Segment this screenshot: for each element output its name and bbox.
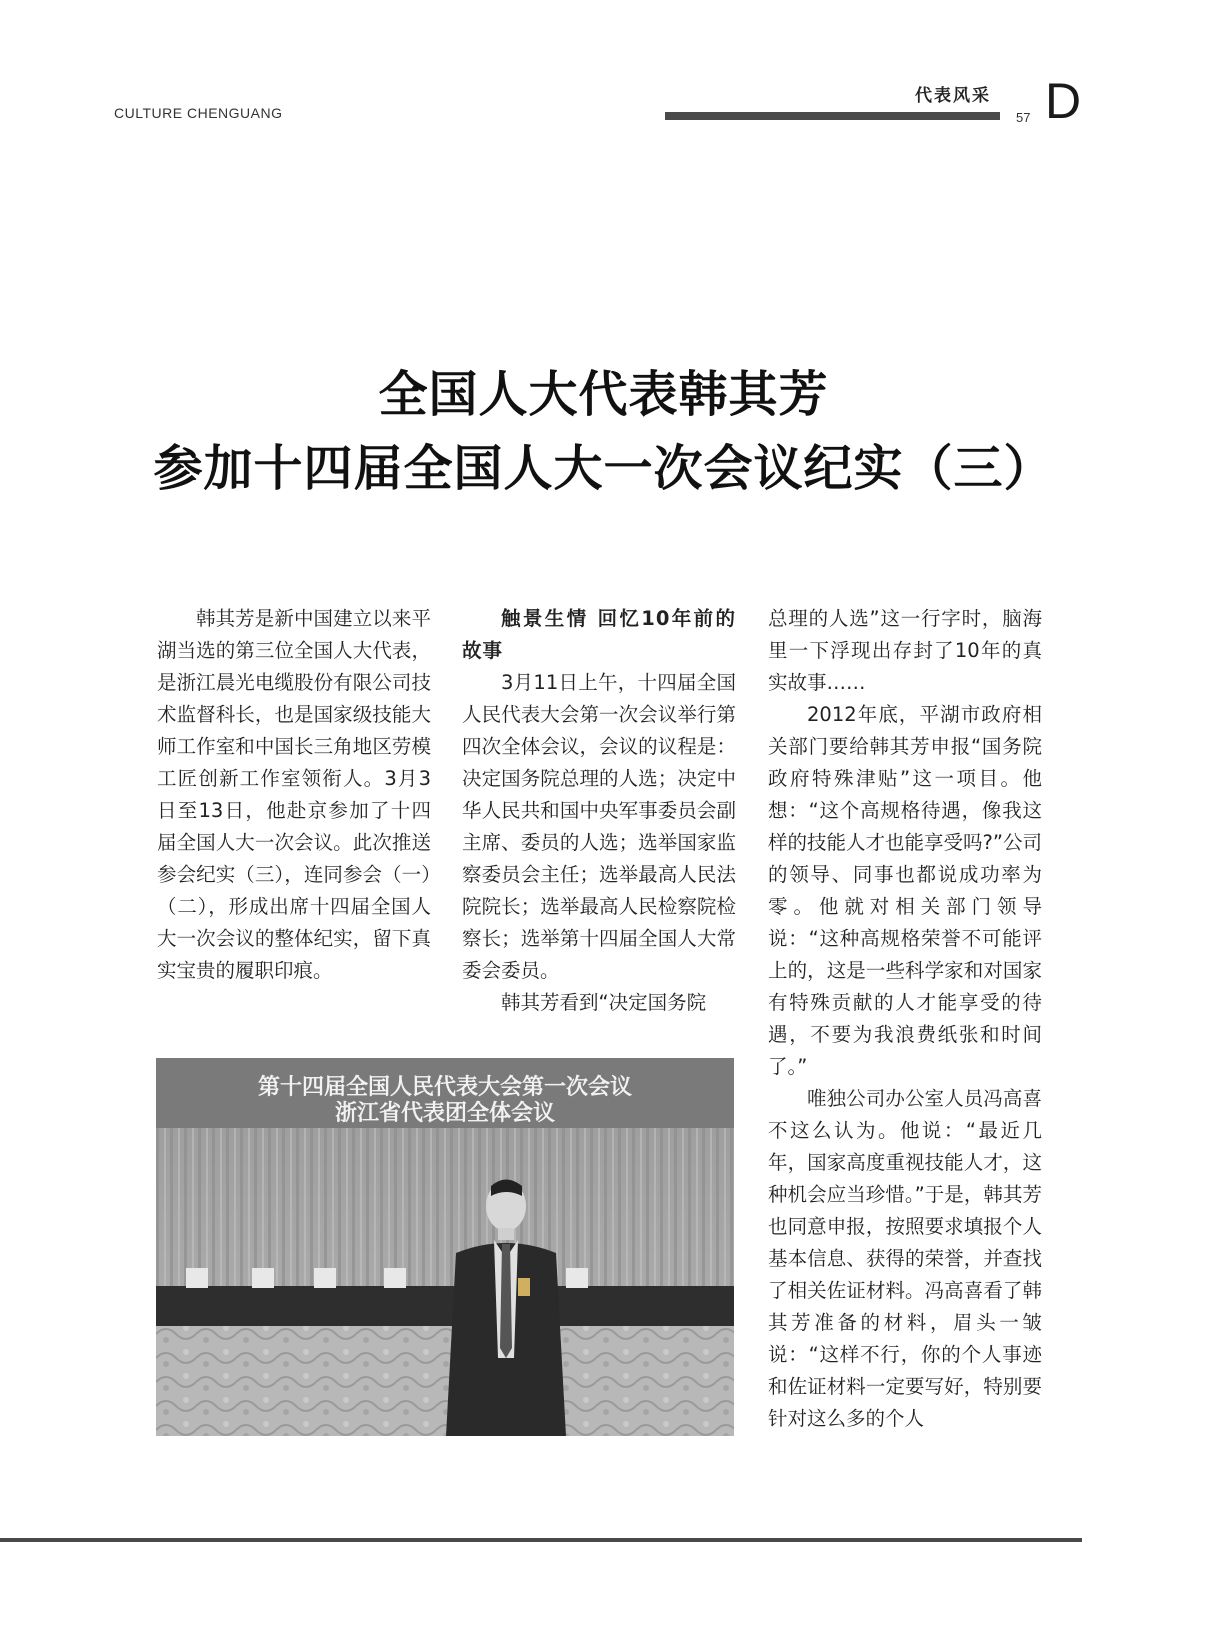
body-paragraph: 2012年底，平湖市政府相关部门要给韩其芳申报“国务院政府特殊津贴”这一项目。他想：“这个高规格待遇，像我这样的技能人才也能享受吗?”公司的领导、同事也都说成功率为零。他就对相关部门领导说：“这种高规格荣誉不可能评上的，这是一些科学家和对国家有特殊贡献的人才能享受的待遇，不要为我浪费纸张和时间了。” — [768, 703, 1042, 1078]
section-letter: D — [1045, 73, 1082, 129]
continued-paragraph: 总理的人选”这一行字时，脑海里一下浮现出存封了10年的真实故事…… — [768, 607, 1042, 694]
article-title-line1: 全国人大代表韩其芳 — [378, 365, 829, 423]
photo-illustration — [156, 1058, 734, 1436]
section-label: 代表风采 — [915, 86, 991, 106]
page-number: 57 — [1016, 110, 1031, 125]
column-1 — [157, 603, 431, 987]
body-paragraph: 3月11日上午，十四届全国人民代表大会第一次会议举行第四次全体会议，会议的议程是：决定国务院总理的人选；决定中华人民共和国中央军事委员会副主席、委员的人选；选举国家监察委员会主任；选举最高人民法院院长；选举最高人民检察院检察长；选举第十四届全国人大常委会委员。 — [462, 671, 736, 982]
meeting-photo — [156, 1058, 734, 1436]
footer-rule — [0, 1538, 1082, 1542]
body-paragraph: 唯独公司办公室人员冯高喜不这么认为。他说：“最近几年，国家高度重视技能人才，这种机会应当珍惜。”于是，韩其芳也同意申报，按照要求填报个人基本信息、获得的荣誉，并查找了相关佐证材料。冯高喜看了韩其芳准备的材料，眉头一皱说：“这样不行，你的个人事迹和佐证材料一定要写好，特别要针对这么多的个人 — [768, 1087, 1042, 1430]
column-3 — [768, 603, 1042, 1435]
banner-line2: 浙江省代表团全体会议 — [334, 1100, 556, 1126]
article-title-line2: 参加十四届全国人大一次会议纪实（三） — [153, 439, 1054, 497]
publication-name: CULTURE CHENGUANG — [114, 105, 283, 121]
column-2 — [462, 603, 736, 1019]
intro-paragraph: 韩其芳是新中国建立以来平湖当选的第三位全国人大代表，是浙江晨光电缆股份有限公司技术监督科长，也是国家级技能大师工作室和中国长三角地区劳模工匠创新工作室领衔人。3月3日至13日，他赴京参加了十四届全国人大一次会议。此次推送参会纪实（三），连同参会（一）（二），形成出席十四届全国人大一次会议的整体纪实，留下真实宝贵的履职印痕。 — [157, 607, 431, 982]
section-subheading: 触景生情 回忆10年前的故事 — [462, 607, 736, 662]
header-bar — [665, 112, 1000, 120]
body-paragraph: 韩其芳看到“决定国务院 — [501, 991, 707, 1014]
banner-line1: 第十四届全国人民代表大会第一次会议 — [257, 1074, 633, 1100]
